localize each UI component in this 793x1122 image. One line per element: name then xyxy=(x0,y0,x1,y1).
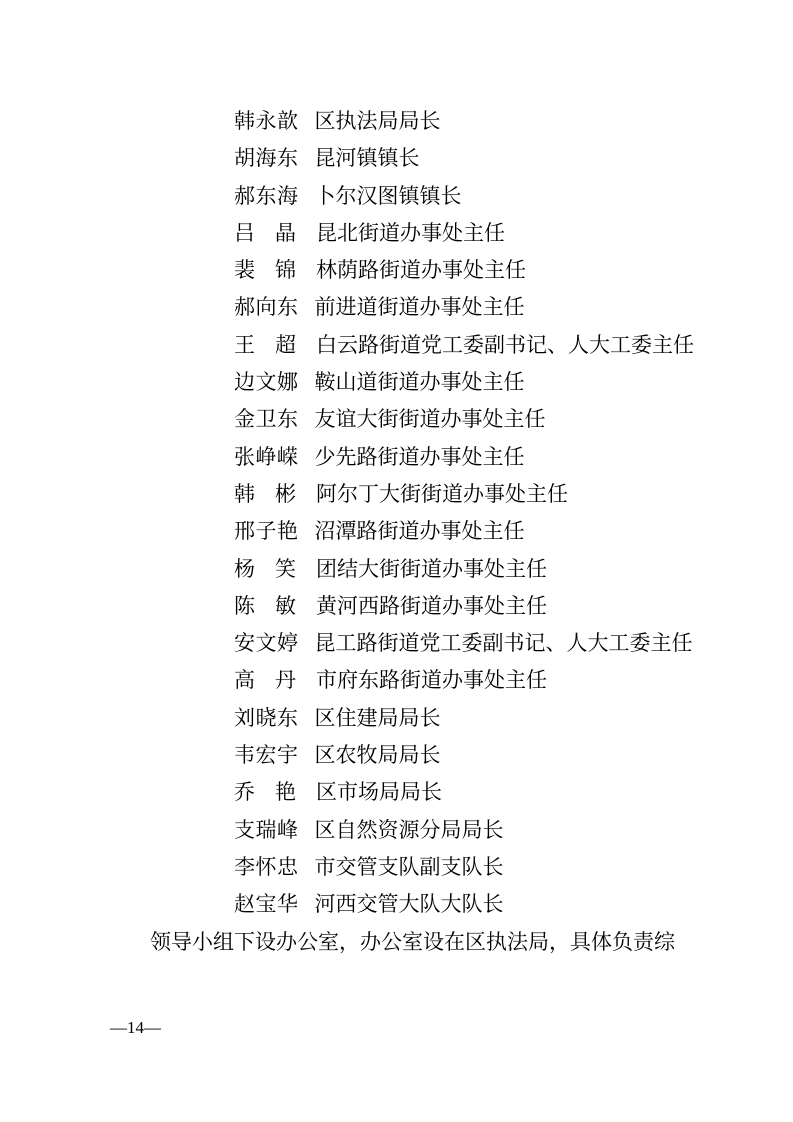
member-title: 团结大街街道办事处主任 xyxy=(316,556,547,581)
member-title: 区住建局局长 xyxy=(314,705,441,730)
member-title: 阿尔丁大街街道办事处主任 xyxy=(316,481,568,506)
member-row xyxy=(234,364,694,401)
member-name: 安文婷 xyxy=(234,631,299,656)
member-row xyxy=(234,812,694,849)
member-title: 市交管支队副支队长 xyxy=(314,854,504,879)
member-name: 刘晓东 xyxy=(234,705,299,730)
member-title: 友谊大街街道办事处主任 xyxy=(314,407,546,432)
member-title: 鞍山道街道办事处主任 xyxy=(314,370,525,395)
member-title: 黄河西路街道办事处主任 xyxy=(316,593,547,618)
member-title: 白云路街道党工委副书记、人大工委主任 xyxy=(316,332,694,357)
member-title: 少先路街道办事处主任 xyxy=(314,444,525,469)
member-row xyxy=(234,252,694,289)
body-paragraph: 领导小组下设办公室，办公室设在区执法局，具体负责综 xyxy=(150,930,675,954)
member-title: 昆河镇镇长 xyxy=(314,146,420,171)
member-row xyxy=(234,662,694,699)
member-row xyxy=(234,215,694,252)
member-title: 区市场局局长 xyxy=(316,780,442,805)
member-title: 沼潭路街道办事处主任 xyxy=(314,519,525,544)
member-title: 河西交管大队大队长 xyxy=(314,892,504,917)
member-name: 高丹 xyxy=(234,668,316,693)
member-name: 韦宏宇 xyxy=(234,743,299,768)
member-name: 李怀忠 xyxy=(234,854,299,879)
member-title: 林荫路街道办事处主任 xyxy=(316,258,526,283)
member-row xyxy=(234,886,694,923)
member-row xyxy=(234,439,694,476)
member-row xyxy=(234,513,694,550)
member-title: 昆工路街道党工委副书记、人大工委主任 xyxy=(314,631,693,656)
member-name: 王超 xyxy=(234,332,316,357)
member-title: 区农牧局局长 xyxy=(314,743,441,768)
member-title: 卜尔汉图镇镇长 xyxy=(314,183,462,208)
member-list xyxy=(234,103,694,924)
member-row xyxy=(234,551,694,588)
member-name: 裴锦 xyxy=(234,258,316,283)
member-name: 陈敏 xyxy=(234,593,316,618)
member-row xyxy=(234,327,694,364)
member-row xyxy=(234,849,694,886)
member-name: 赵宝华 xyxy=(234,892,299,917)
member-name: 郝东海 xyxy=(234,183,299,208)
member-name: 金卫东 xyxy=(234,407,299,432)
member-title: 市府东路街道办事处主任 xyxy=(316,668,547,693)
member-name: 吕晶 xyxy=(234,220,316,245)
member-name: 邢子艳 xyxy=(234,519,299,544)
member-row xyxy=(234,289,694,326)
member-name: 郝向东 xyxy=(234,295,299,320)
member-title: 昆北街道办事处主任 xyxy=(316,220,505,245)
member-name: 韩永歆 xyxy=(234,109,299,133)
member-title: 前进道街道办事处主任 xyxy=(314,295,525,320)
member-row xyxy=(234,588,694,625)
member-name: 杨笑 xyxy=(234,556,316,581)
page-number: —14— xyxy=(110,1018,161,1037)
member-row xyxy=(234,737,694,774)
member-name: 边文娜 xyxy=(234,370,299,395)
member-row xyxy=(234,625,694,662)
member-title: 区自然资源分局局长 xyxy=(314,817,504,842)
member-row xyxy=(234,103,694,140)
member-name: 支瑞峰 xyxy=(234,817,299,842)
member-row xyxy=(234,140,694,177)
member-row xyxy=(234,401,694,438)
member-name: 乔艳 xyxy=(234,780,316,805)
member-name: 韩彬 xyxy=(234,481,316,506)
member-title: 区执法局局长 xyxy=(314,109,441,133)
member-row xyxy=(234,700,694,737)
member-name: 张峥嵘 xyxy=(234,444,299,469)
member-name: 胡海东 xyxy=(234,146,299,171)
member-row xyxy=(234,774,694,811)
member-row xyxy=(234,476,694,513)
member-row xyxy=(234,178,694,215)
